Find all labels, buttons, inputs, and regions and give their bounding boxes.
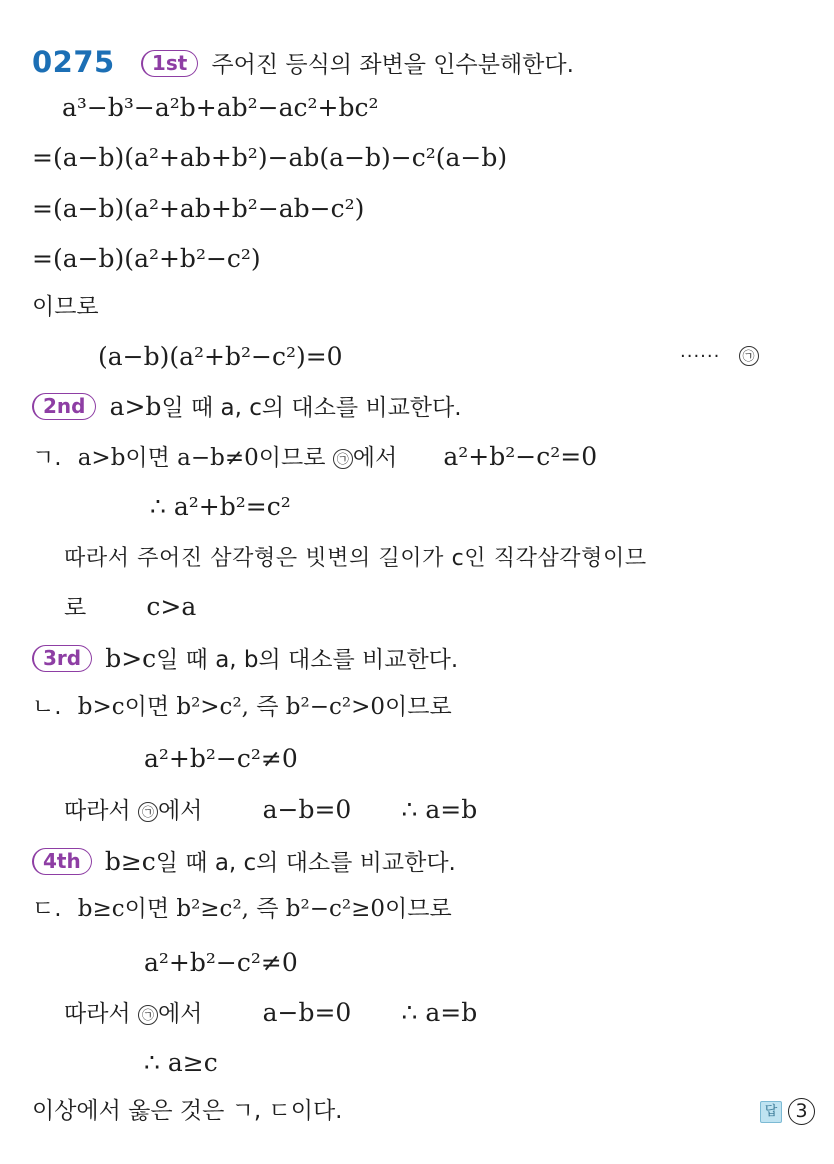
work-line-1: a³−b³−a²b+ab²−ac²+bc² [62, 93, 379, 122]
part-n-eq: a−b=0 [262, 795, 352, 824]
part-g-conclusion: c>a [146, 592, 197, 621]
step-tag-1st: 1st [141, 50, 198, 77]
part-g-line-4 [64, 594, 196, 620]
step-2-text: 일 때 a, c의 대소를 비교한다. [161, 395, 462, 421]
part-n-result: ∴ a=b [401, 795, 478, 824]
part-d-line-4: ∴ a≥c [144, 1048, 218, 1077]
step-4-text: 일 때 a, c의 대소를 비교한다. [155, 850, 456, 876]
equation-reference [680, 346, 759, 366]
step-4-header [32, 848, 456, 875]
work-line-3: =(a−b)(a²+ab+b²−ab−c²) [32, 194, 365, 223]
answer-value: 3 [788, 1098, 815, 1125]
part-g-result: a²+b²−c²=0 [443, 442, 598, 471]
step-4-condition: b≥c [104, 847, 156, 876]
ref-mark: ㉠ [739, 346, 759, 366]
part-d-label: ㄷ. [32, 896, 62, 922]
conclusion: 이상에서 옳은 것은 ㄱ, ㄷ이다. [32, 1098, 343, 1124]
part-g-line-1 [32, 444, 597, 470]
part-g-premise: a>b이면 a−b≠0이므로 [77, 445, 333, 471]
ref-mark: ㉠ [138, 1005, 158, 1025]
step-2-condition: a>b [109, 392, 162, 421]
equation-main: (a−b)(a²+b²−c²)=0 [98, 342, 343, 371]
step-tag-2nd: 2nd [32, 393, 96, 420]
part-n-from: 에서 [157, 798, 203, 824]
step-tag-4th: 4th [32, 848, 92, 875]
step-2-header [32, 393, 462, 420]
problem-number: 0275 [32, 45, 115, 79]
part-d-eq: a−b=0 [262, 998, 352, 1027]
part-d-from: 에서 [157, 1001, 203, 1027]
step-3-condition: b>c [105, 644, 157, 673]
answer-icon: 답 [760, 1101, 782, 1123]
step-3-text: 일 때 a, b의 대소를 비교한다. [156, 647, 459, 673]
step-3-header [32, 645, 458, 672]
part-n-line-3 [64, 797, 477, 823]
part-g-line-3: 따라서 주어진 삼각형은 빗변의 길이가 c인 직각삼각형이므 [64, 546, 647, 571]
work-line-4: =(a−b)(a²+b²−c²) [32, 244, 261, 273]
part-d-line-1 [32, 898, 452, 921]
part-d-line-2: a²+b²−c²≠0 [144, 948, 298, 977]
part-d-line-3 [64, 1000, 477, 1026]
answer [760, 1098, 815, 1125]
part-n-label: ㄴ. [32, 694, 62, 720]
part-g-label: ㄱ. [32, 445, 62, 471]
work-line-2: =(a−b)(a²+ab+b²)−ab(a−b)−c²(a−b) [32, 143, 508, 172]
ref-mark: ㉠ [333, 449, 353, 469]
problem-header [32, 45, 574, 79]
ref-mark: ㉠ [138, 802, 158, 822]
part-n-premise: b>c이면 b²>c², 즉 b²−c²>0이므로 [77, 694, 452, 720]
part-g-from: 에서 [352, 445, 398, 471]
step-tag-3rd: 3rd [32, 645, 92, 672]
part-n-therefore: 따라서 [64, 798, 138, 824]
part-g-cont: 로 [64, 595, 87, 621]
work-line-5: 이므로 [32, 294, 99, 320]
part-g-line-2: ∴ a²+b²=c² [150, 492, 291, 521]
step-1-text: 주어진 등식의 좌변을 인수분해한다. [211, 52, 574, 78]
part-n-line-1 [32, 696, 452, 719]
part-d-premise: b≥c이면 b²≥c², 즉 b²−c²≥0이므로 [77, 896, 452, 922]
part-n-line-2: a²+b²−c²≠0 [144, 744, 298, 773]
leader-dots: ······ [680, 346, 721, 367]
part-d-result: ∴ a=b [401, 998, 478, 1027]
part-d-therefore: 따라서 [64, 1001, 138, 1027]
